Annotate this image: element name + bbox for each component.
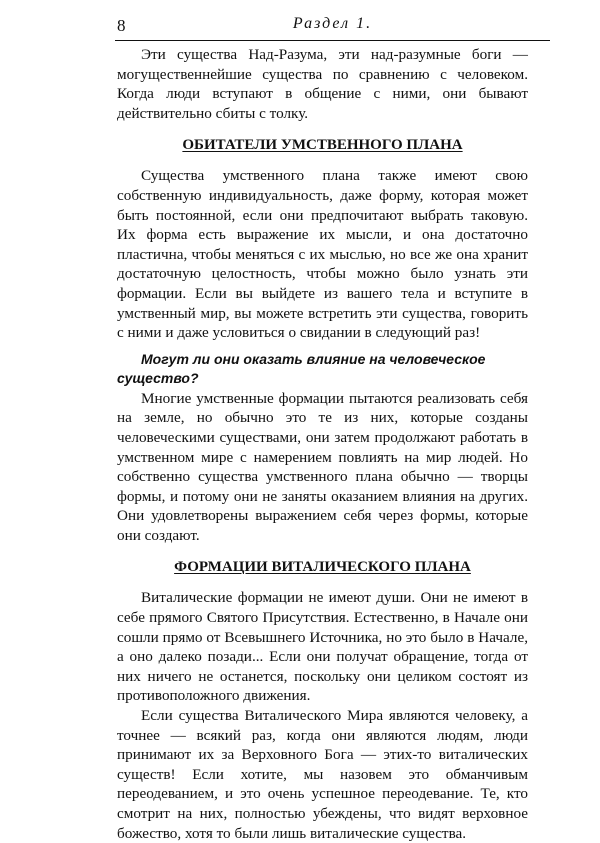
section-heading: [117, 558, 528, 577]
paragraph: Существа умственного плана также имеют свою собственную индивидуальность, даже форму, которая может быть постоянной, если они предпочитают выбрать таковую. Их форма есть выражение их мысли, и она достаточно пластична, чтобы меняться с их мыслью, но все же она хранит достаточную целостность, чтобы можно было узнать эти формации. Если вы выйдете из вашего тела и вступите в умственный мир, вы можете встретить эти существа, говорить с ними и даже условиться о свидании в следующий раз!: [117, 167, 528, 342]
header-rule: [115, 40, 550, 41]
paragraph: Эти существа Над-Разума, эти над-разумные боги — могущественнейшие существа по сравнению с человеком. Когда люди вступают в общение с ними, они бывают действительно сбиты с толку.: [117, 46, 528, 122]
paragraph: Виталические формации не имеют души. Они не имеют в себе прямого Святого Присутствия. Естественно, в Начале они сошли прямо от Всевышнего Источника, но это было в Начале, а оно далеко позади... Если они получат обращение, тогда от них ничего не останется, поскольку они целиком состоят из противоположного движения.: [117, 589, 528, 705]
section-heading-text: ФОРМАЦИИ ВИТАЛИЧЕСКОГО ПЛАНА: [174, 559, 471, 576]
section-heading-text: ОБИТАТЕЛИ УМСТВЕННОГО ПЛАНА: [182, 137, 463, 154]
question: Могут ли они оказать влияние на человеческое существо?: [117, 350, 486, 386]
page-body: [117, 45, 528, 843]
paragraph: Если существа Виталического Мира являются человеку, а точнее — всякий раз, когда они являются людям, люди принимают их за Верховного Бога — этих-то виталических существ! Если хотите, мы назовем это обманчивым переодеванием, и это очень успешное переодевание. Те, кто смотрит на них, полностью убеждены, что видят верховное божество, хотя то были лишь виталические существа.: [117, 707, 528, 842]
page-number: 8: [117, 16, 126, 35]
paragraph: Многие умственные формации пытаются реализовать себя на земле, но обычно это те из них, которые созданы человеческими существами, они затем продолжают работать в умственном мире с намерением повлиять на мир людей. Но собственно существа умственного плана обычно — творцы формы, и потому они не заняты оказанием влияния на других. Они удовлетворены выражением себя через формы, которые они создают.: [117, 389, 528, 544]
running-head: Раздел 1.: [292, 15, 373, 32]
section-heading: [117, 136, 528, 155]
page-header: [115, 14, 550, 40]
